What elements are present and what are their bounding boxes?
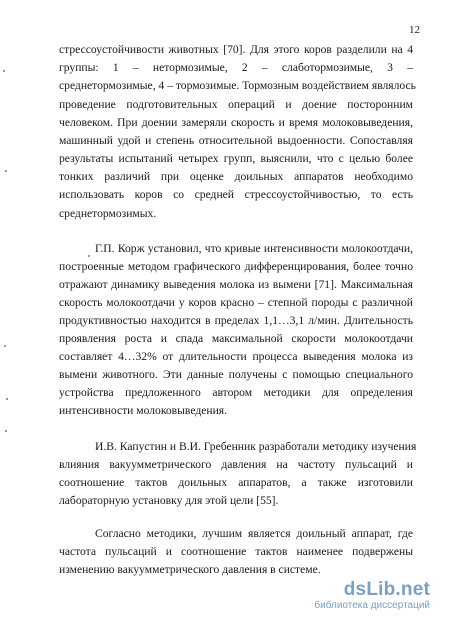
watermark-logo: dsLib.net — [343, 579, 430, 600]
text-line: группы: 1 – нетормозимые, 2 – слаботормозимые, 3 – — [59, 61, 413, 74]
watermark — [290, 579, 430, 613]
text-line: отражают динамику выведения молока из вымени [71]. Максимальная — [59, 278, 413, 291]
text-line: построенные методом графического дифференцирования, более точно — [59, 260, 413, 273]
text-line: стрессоустойчивости животных [70]. Для этого коров разделили на 4 — [59, 43, 413, 56]
text-line: продуктивностью находится в пределах 1,1…3,1 л/мин. Длительность — [59, 314, 413, 327]
text-line: человеком. При доении замеряли скорость и время молоковыведения, — [59, 116, 413, 129]
text-line: влияния вакуумметрического давления на частоту пульсаций и — [59, 458, 413, 471]
text-line: проявления роста и спада максимальной скорости молокоотдачи — [59, 332, 413, 345]
text-line: соотношение тактов доильных аппаратов, а также изготовили — [59, 476, 413, 489]
scan-speck — [88, 255, 90, 257]
scan-speck — [5, 170, 7, 172]
text-line: среднетормозимых. — [59, 207, 157, 220]
text-line: среднетормозимые, 4 – тормозимые. Тормозным воздействием являлось — [59, 79, 416, 92]
text-line: использовать коров со средней стрессоустойчивостью, то есть — [59, 188, 413, 201]
text-line: частота пульсаций и соотношение тактов наименее подвержены — [59, 545, 413, 558]
text-line: И.В. Капустин и В.И. Гребенник разработали методику изучения — [95, 440, 417, 453]
scan-speck — [4, 345, 6, 347]
text-line: вымени животного. Эти данные получены с помощью специального — [59, 368, 413, 381]
text-line: результаты испытаний четырех групп, выяснили, что с целью более — [59, 152, 413, 165]
text-line: изменению вакуумметрического давления в системе. — [59, 563, 321, 576]
text-line: машинный удой и степень относительной выдоенности. Сопоставляя — [59, 134, 413, 147]
text-line: составляет 4…32% от длительности процесса выведения молока из — [59, 350, 413, 363]
page-number: 12 — [409, 24, 420, 36]
text-line: лабораторную установку для этой цели [55]. — [59, 494, 279, 507]
text-line: скорость молокоотдачи у коров красно – степной породы с различной — [59, 296, 413, 309]
text-line: Согласно методики, лучшим является доильный аппарат, где — [95, 527, 413, 540]
text-line: тонких различий при оценке доильных аппаратов необходимо — [59, 170, 413, 183]
scan-speck — [5, 430, 7, 432]
text-line: интенсивности молоковыведения. — [59, 404, 228, 417]
text-line: Г.П. Корж установил, что кривые интенсивности молокоотдачи, — [95, 242, 413, 255]
text-line: проведение подготовительных операций и доение посторонним — [59, 98, 413, 111]
watermark-subtitle: библиотека диссертаций — [314, 600, 430, 611]
text-line: устройства предложенного автором методики для определения — [59, 386, 413, 399]
scan-speck — [6, 398, 8, 400]
scan-speck — [3, 70, 5, 72]
